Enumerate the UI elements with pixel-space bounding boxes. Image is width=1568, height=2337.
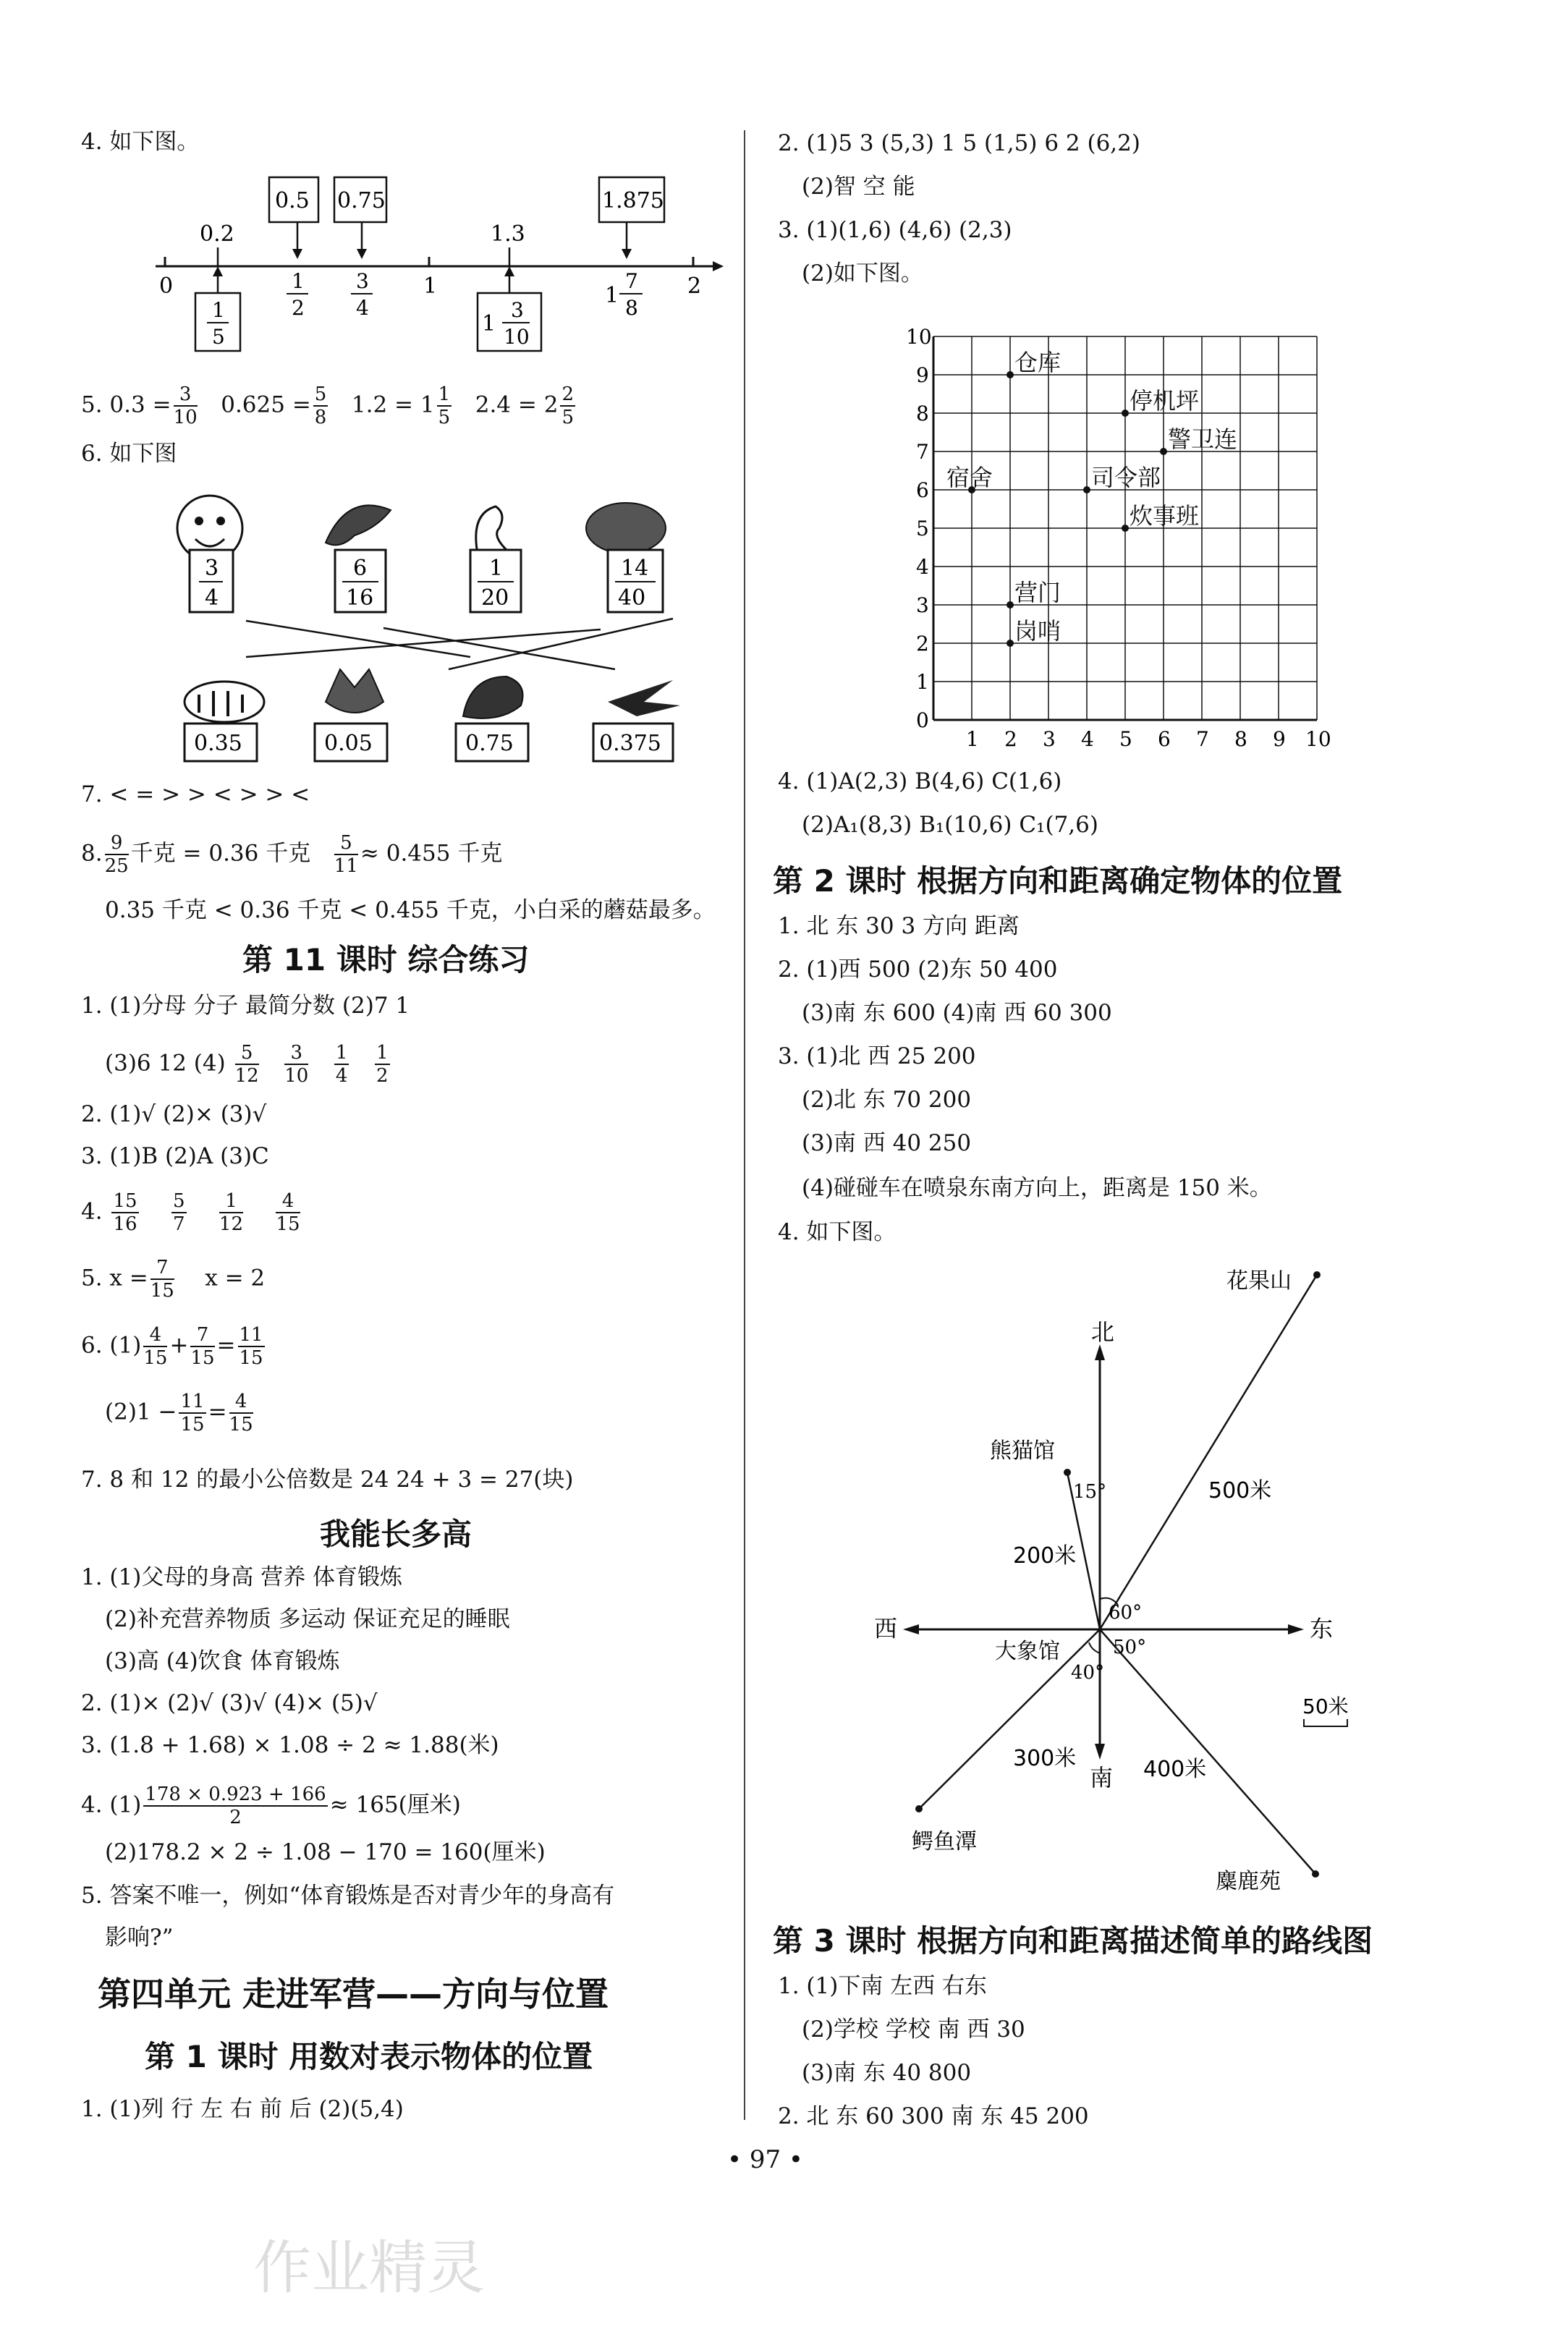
grid-point-1 <box>1122 410 1129 417</box>
sg-l2: (2)补充营养物质 多运动 保证充足的睡眠 <box>105 1606 510 1632</box>
s3-l2: (2)学校 学校 南 西 30 <box>802 2016 1025 2043</box>
grid-xtick-6: 6 <box>1158 727 1171 751</box>
dist-200: 200米 <box>1013 1543 1077 1569</box>
grid-label-0: 仓库 <box>1014 349 1061 376</box>
grid-xtick-1: 1 <box>966 727 979 751</box>
grid-ytick-8: 8 <box>916 402 929 425</box>
south-label: 南 <box>1090 1764 1114 1791</box>
box-1-5-d: 5 <box>212 325 225 349</box>
zebra-icon <box>185 682 264 722</box>
compass-map <box>861 1259 1469 1910</box>
grid-ytick-0: 0 <box>916 708 929 732</box>
heading-lesson-3: 第 3 课时 根据方向和距离描述简单的路线图 <box>773 1923 1373 1959</box>
sg-l6: 4. (1) $\frac{178 \times 0.923 + 166}{2}$ ≈ 165(厘米) <box>81 1784 461 1828</box>
q6-dec-3: 0.375 <box>599 731 661 756</box>
dist-400: 400米 <box>1143 1757 1207 1782</box>
number-line-figure <box>145 166 724 362</box>
box-1-3-10-w: 1 <box>482 311 496 336</box>
grid-label-3: 宿舍 <box>946 464 993 491</box>
west-label: 西 <box>874 1615 898 1642</box>
box-1.875-text: 1.875 <box>602 188 664 213</box>
swallow-icon <box>608 680 680 716</box>
s11-l6: 5. x = $\frac{7}{15}$ x = 2 <box>81 1257 266 1302</box>
grid-point-6 <box>1007 601 1014 608</box>
grid-xtick-5: 5 <box>1119 727 1132 751</box>
center-elephant: 大象馆 <box>995 1639 1060 1664</box>
watermark: 作业精灵 <box>253 2234 485 2302</box>
frac-half-n: 1 <box>292 269 305 293</box>
elephant-icon <box>586 503 666 554</box>
scale-label: 50米 <box>1302 1695 1349 1718</box>
grid-xtick-2: 2 <box>1004 727 1017 751</box>
box-1-3-10-d: 10 <box>504 325 530 349</box>
s2-l1: 1. 北 东 30 3 方向 距离 <box>778 913 1020 939</box>
grid-label-4: 司令部 <box>1091 464 1161 491</box>
frac-half-d: 2 <box>292 296 305 320</box>
place-huaguoshan: 花果山 <box>1226 1268 1292 1294</box>
heading-growth: 我能长多高 <box>320 1517 472 1552</box>
q6-frac-2-n: 1 <box>489 556 504 581</box>
box-1-5-n: 1 <box>212 298 225 322</box>
box-0.5-text: 0.5 <box>275 188 310 213</box>
grid-xtick-4: 4 <box>1081 727 1094 751</box>
r-l2: (2)智 空 能 <box>802 174 915 200</box>
s3-l4: 2. 北 东 60 300 南 东 45 200 <box>778 2103 1089 2129</box>
grid-ytick-2: 2 <box>916 632 929 656</box>
grid-label-2: 警卫连 <box>1168 425 1238 453</box>
s11-l2: (3)6 12 (4) $\frac{5}{12}$ $\frac{3}{10}$ $\frac{1}{4}$ $\frac{1}{2}$ <box>105 1042 389 1087</box>
grid-ytick-10: 10 <box>906 325 932 349</box>
q7-line: 7. < = > > < > > < <box>81 781 310 807</box>
matching-figure <box>166 485 716 774</box>
r-l6: (2)A₁(8,3) B₁(10,6) C₁(7,6) <box>802 812 1098 838</box>
r-l5: 4. (1)A(2,3) B(4,6) C(1,6) <box>778 768 1062 794</box>
s11-l9: 7. 8 和 12 的最小公倍数是 24 24 + 3 = 27(块) <box>81 1467 574 1493</box>
sg-l3: (3)高 (4)饮食 体育锻炼 <box>105 1648 340 1674</box>
grid-xtick-3: 3 <box>1043 727 1056 751</box>
place-elk: 麋鹿苑 <box>1216 1869 1281 1894</box>
frac-178-n: 7 <box>625 269 638 293</box>
tick-1: 1 <box>423 273 438 299</box>
page-number: • 97 • <box>727 2145 803 2174</box>
grid-xtick-9: 9 <box>1273 727 1286 751</box>
s11-l1: 1. (1)分母 分子 最简分数 (2)7 1 <box>81 993 410 1019</box>
place-crocodile: 鳄鱼潭 <box>912 1829 977 1854</box>
grid-ytick-7: 7 <box>916 440 929 464</box>
angle-60: 60° <box>1109 1602 1143 1624</box>
place-panda: 熊猫馆 <box>990 1438 1055 1464</box>
frac-3q-d: 4 <box>356 296 369 320</box>
r-l1: 2. (1)5 3 (5,3) 1 5 (1,5) 6 2 (6,2) <box>778 130 1140 156</box>
box-0.75-text: 0.75 <box>337 188 386 213</box>
q6-dec-0: 0.35 <box>194 731 242 756</box>
s11-l5: 4. $\frac{15}{16}$ $\frac{5}{7}$ $\frac{1}{12}$ $\frac{4}{15}$ <box>81 1190 300 1235</box>
q6-label: 6. 如下图 <box>81 441 177 467</box>
grid-ytick-6: 6 <box>916 478 929 502</box>
frac-3q-n: 3 <box>356 269 369 293</box>
grid-point-0 <box>1007 371 1014 378</box>
q5-line: 5. 0.3 = $\frac{3}{10}$ 0.625 = $\frac{5}{8}$ 1.2 = 1 $\frac{1}{5}$ 2.4 = 2 $\frac{2}{5}$ <box>81 383 574 428</box>
grid-point-4 <box>1083 486 1090 493</box>
grid-label-7: 岗哨 <box>1014 617 1061 645</box>
q6-frac-1-d: 16 <box>346 585 374 611</box>
s11-l4: 3. (1)B (2)A (3)C <box>81 1143 269 1169</box>
r-l3: 3. (1)(1,6) (4,6) (2,3) <box>778 217 1012 243</box>
grid-xtick-8: 8 <box>1234 727 1247 751</box>
coordinate-grid <box>890 311 1353 760</box>
s2-l8: 4. 如下图。 <box>778 1219 897 1245</box>
column-divider <box>744 130 745 2120</box>
q6-dec-2: 0.75 <box>465 731 514 756</box>
label-1.3: 1.3 <box>491 221 525 247</box>
s3-l3: (3)南 东 40 800 <box>802 2060 972 2086</box>
grid-point-7 <box>1007 640 1014 647</box>
grid-label-1: 停机坪 <box>1130 387 1200 415</box>
s1-l1: 1. (1)列 行 左 右 前 后 (2)(5,4) <box>81 2096 404 2122</box>
grid-ytick-5: 5 <box>916 517 929 540</box>
grid-label-6: 营门 <box>1014 579 1061 606</box>
grid-ytick-4: 4 <box>916 555 929 579</box>
dist-500: 500米 <box>1208 1478 1272 1503</box>
grid-ytick-9: 9 <box>916 363 929 387</box>
grid-label-5: 炊事班 <box>1130 502 1200 530</box>
grid-ytick-1: 1 <box>916 670 929 694</box>
s11-l8: (2)1 − $\frac{11}{15}$ = $\frac{4}{15}$ <box>105 1391 253 1435</box>
tick-2: 2 <box>687 273 702 299</box>
horse-icon <box>463 676 523 718</box>
dolphin-icon <box>326 505 391 545</box>
q4-label: 4. 如下图。 <box>81 129 200 155</box>
heading-lesson-2: 第 2 课时 根据方向和距离确定物体的位置 <box>773 863 1343 899</box>
sg-l7: (2)178.2 × 2 ÷ 1.08 − 170 = 160(厘米) <box>105 1839 546 1865</box>
grid-point-5 <box>1122 525 1129 532</box>
s11-l7: 6. (1) $\frac{4}{15}$ + $\frac{7}{15}$ = $\frac{11}{15}$ <box>81 1324 263 1369</box>
label-0.2: 0.2 <box>200 221 234 247</box>
s2-l2: 2. (1)西 500 (2)东 50 400 <box>778 957 1058 983</box>
grid-xtick-10: 10 <box>1305 727 1331 751</box>
frac-178-w: 1 <box>605 283 619 308</box>
s11-l3: 2. (1)√ (2)× (3)√ <box>81 1101 267 1127</box>
box-1-3-10-n: 3 <box>511 298 524 322</box>
tick-0: 0 <box>159 273 174 299</box>
q6-frac-2-d: 20 <box>481 585 509 611</box>
s2-l7: (4)碰碰车在喷泉东南方向上，距离是 150 米。 <box>802 1175 1272 1201</box>
q6-frac-3-d: 40 <box>618 585 646 611</box>
fox-icon <box>326 669 383 713</box>
s2-l5: (2)北 东 70 200 <box>802 1087 972 1113</box>
east-label: 东 <box>1310 1615 1334 1642</box>
grid-ytick-3: 3 <box>916 593 929 617</box>
q6-dec-1: 0.05 <box>324 731 373 756</box>
frac-178-d: 8 <box>625 296 638 320</box>
sg-l4: 2. (1)× (2)√ (3)√ (4)× (5)√ <box>81 1690 378 1716</box>
q8-line1: 8. $\frac{9}{25}$ 千克 = 0.36 千克 $\frac{5}{11}$ ≈ 0.455 千克 <box>81 832 503 877</box>
s2-l3: (3)南 东 600 (4)南 西 60 300 <box>802 1000 1112 1026</box>
q6-frac-3-n: 14 <box>621 556 649 581</box>
grid-xtick-7: 7 <box>1196 727 1209 751</box>
q6-frac-0-n: 3 <box>205 556 219 581</box>
q6-frac-1-n: 6 <box>353 556 368 581</box>
heading-lesson-1: 第 1 课时 用数对表示物体的位置 <box>145 2039 593 2074</box>
q6-frac-0-d: 4 <box>205 585 219 611</box>
q8-line2: 0.35 千克 < 0.36 千克 < 0.455 千克，小白采的蘑菇最多。 <box>105 897 716 923</box>
sg-l5: 3. (1.8 + 1.68) × 1.08 ÷ 2 ≈ 1.88(米) <box>81 1732 499 1758</box>
angle-40: 40° <box>1071 1662 1105 1684</box>
sg-l1: 1. (1)父母的身高 营养 体育锻炼 <box>81 1564 403 1590</box>
unit-4-title: 第四单元 走进军营——方向与位置 <box>98 1975 609 2014</box>
r-l4: (2)如下图。 <box>802 260 923 287</box>
sg-l8: 5. 答案不唯一，例如“体育锻炼是否对青少年的身高有 <box>81 1883 615 1909</box>
angle-15: 15° <box>1073 1481 1107 1503</box>
dist-300: 300米 <box>1013 1746 1077 1771</box>
grid-point-2 <box>1160 448 1167 455</box>
angle-50: 50° <box>1113 1637 1147 1658</box>
heading-lesson-11: 第 11 课时 综合练习 <box>242 942 530 977</box>
s3-l1: 1. (1)下南 左西 右东 <box>778 1973 988 1999</box>
north-label: 北 <box>1091 1318 1115 1346</box>
s2-l4: 3. (1)北 西 25 200 <box>778 1043 976 1069</box>
sg-l9: 影响?” <box>105 1925 174 1951</box>
s2-l6: (3)南 西 40 250 <box>802 1130 972 1156</box>
